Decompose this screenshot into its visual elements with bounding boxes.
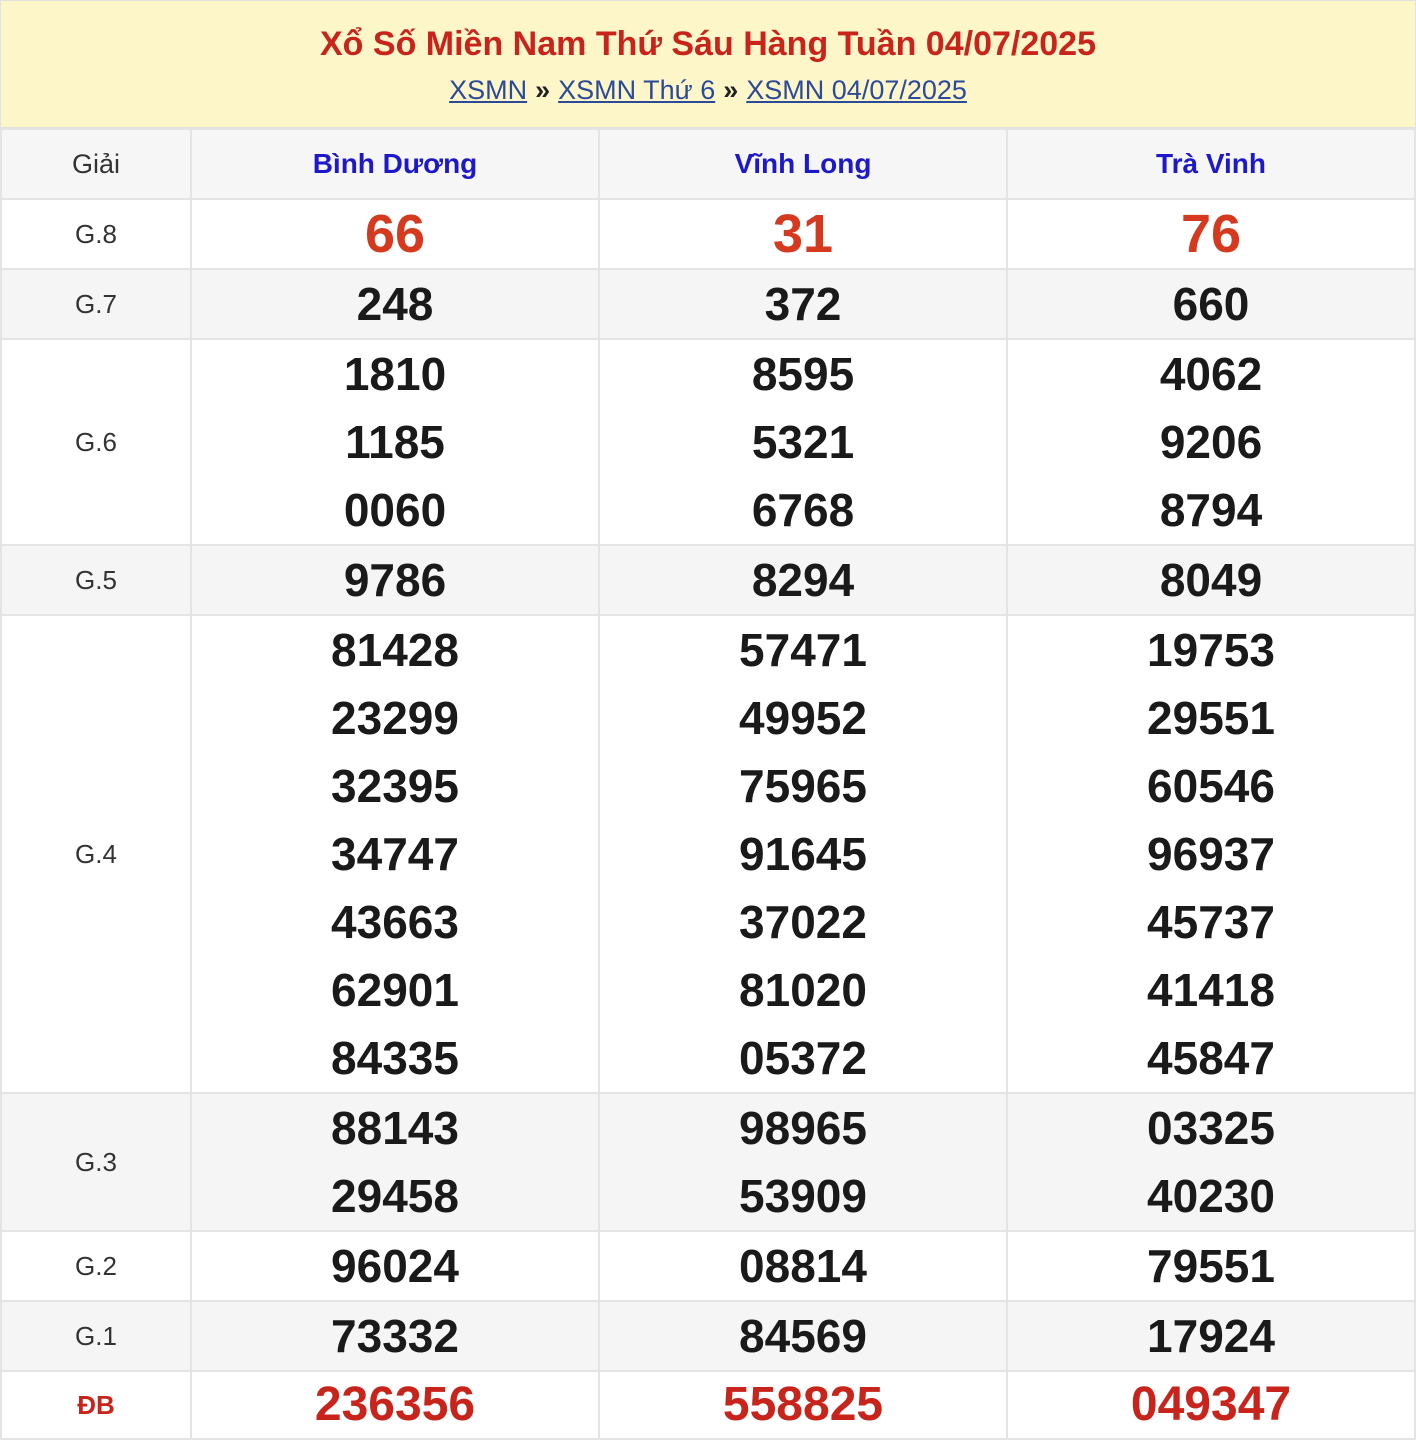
prize-cell [599,1301,1007,1371]
prize-row [1,1231,1415,1301]
breadcrumb-separator: » [535,75,551,105]
prize-cell [599,615,1007,1093]
prize-row [1,1301,1415,1371]
prize-row [1,339,1415,545]
prize-number: 84335 [331,1032,459,1084]
prize-row [1,545,1415,615]
prize-number: 372 [764,278,842,330]
prize-number: 32395 [331,760,459,812]
prize-number: 0060 [343,484,447,536]
results-header [0,0,1416,128]
prize-cell [191,545,599,615]
prize-cell [599,1231,1007,1301]
prize-label: G.3 [1,1093,191,1231]
breadcrumb-xsmn[interactable]: XSMN [449,75,528,105]
prize-label: ĐB [1,1371,191,1439]
prize-row [1,1093,1415,1231]
prize-number: 75965 [739,760,867,812]
table-header-row [1,129,1415,199]
prize-row [1,615,1415,1093]
prize-number: 81020 [739,964,867,1016]
prize-number: 76 [1180,204,1242,264]
prize-number: 53909 [739,1170,867,1222]
breadcrumb-separator: » [723,75,739,105]
prize-label: G.8 [1,199,191,269]
prize-number: 6768 [751,484,855,536]
prize-number: 08814 [739,1240,867,1292]
prize-cell [599,545,1007,615]
prize-number: 31 [772,204,834,264]
column-header-giai: Giải [1,129,191,199]
prize-cell [599,199,1007,269]
prize-cell [191,615,599,1093]
prize-number: 05372 [739,1032,867,1084]
breadcrumb [1,73,1415,107]
prize-number: 34747 [331,828,459,880]
prize-cell [1007,545,1415,615]
prize-row [1,269,1415,339]
prize-label: G.7 [1,269,191,339]
prize-cell [599,1093,1007,1231]
prize-number: 9786 [343,554,447,606]
prize-number: 79551 [1147,1240,1275,1292]
prize-number: 81428 [331,624,459,676]
prize-cell [599,1371,1007,1439]
prize-row [1,199,1415,269]
prize-number: 41418 [1147,964,1275,1016]
prize-cell [191,1231,599,1301]
prize-number: 40230 [1147,1170,1275,1222]
prize-number: 23299 [331,692,459,744]
prize-cell [599,339,1007,545]
prize-cell [1007,1093,1415,1231]
prize-number: 5321 [751,416,855,468]
prize-number: 03325 [1147,1102,1275,1154]
prize-number: 98965 [739,1102,867,1154]
prize-number: 8595 [751,348,855,400]
prize-number: 84569 [739,1310,867,1362]
results-table [0,128,1416,1440]
prize-cell [599,269,1007,339]
prize-number: 29458 [331,1170,459,1222]
prize-number: 1185 [345,416,445,468]
prize-number: 88143 [331,1102,459,1154]
page-title: Xổ Số Miền Nam Thứ Sáu Hàng Tuần 04/07/2025 [320,25,1096,63]
prize-label: G.1 [1,1301,191,1371]
prize-cell [191,199,599,269]
prize-number: 17924 [1147,1310,1275,1362]
prize-number: 1810 [343,348,447,400]
prize-label: G.6 [1,339,191,545]
prize-cell [1007,1301,1415,1371]
prize-cell [191,339,599,545]
prize-number: 57471 [739,624,867,676]
prize-row [1,1371,1415,1439]
prize-number: 248 [356,278,434,330]
prize-number: 9206 [1159,416,1263,468]
prize-cell [191,1301,599,1371]
prize-number: 66 [364,204,426,264]
prize-number: 37022 [739,896,867,948]
prize-number: 049347 [1130,1378,1292,1431]
prize-number: 8049 [1159,554,1263,606]
breadcrumb-xsmn-date[interactable]: XSMN 04/07/2025 [746,75,967,105]
prize-cell [191,1371,599,1439]
prize-label: G.5 [1,545,191,615]
prize-label: G.4 [1,615,191,1093]
breadcrumb-xsmn-thu-6[interactable]: XSMN Thứ 6 [558,75,716,105]
prize-number: 49952 [739,692,867,744]
prize-cell [1007,1371,1415,1439]
prize-number: 45737 [1147,896,1275,948]
prize-cell [1007,269,1415,339]
prize-number: 96024 [331,1240,459,1292]
prize-number: 62901 [331,964,459,1016]
prize-cell [1007,339,1415,545]
prize-cell [191,1093,599,1231]
column-header-tra-vinh: Trà Vinh [1007,129,1415,199]
prize-number: 96937 [1147,828,1275,880]
prize-number: 91645 [739,828,867,880]
prize-cell [191,269,599,339]
prize-label: G.2 [1,1231,191,1301]
prize-number: 73332 [331,1310,459,1362]
prize-number: 4062 [1159,348,1263,400]
prize-cell [1007,615,1415,1093]
prize-number: 8294 [751,554,855,606]
prize-cell [1007,199,1415,269]
column-header-vinh-long: Vĩnh Long [599,129,1007,199]
column-header-binh-duong: Bình Dương [191,129,599,199]
prize-number: 8794 [1159,484,1263,536]
prize-number: 29551 [1147,692,1275,744]
prize-number: 236356 [314,1378,476,1431]
prize-number: 45847 [1147,1032,1275,1084]
prize-cell [1007,1231,1415,1301]
prize-number: 558825 [722,1378,884,1431]
results-body [1,199,1415,1439]
prize-number: 43663 [331,896,459,948]
prize-number: 19753 [1147,624,1275,676]
prize-number: 60546 [1147,760,1275,812]
prize-number: 660 [1172,278,1250,330]
